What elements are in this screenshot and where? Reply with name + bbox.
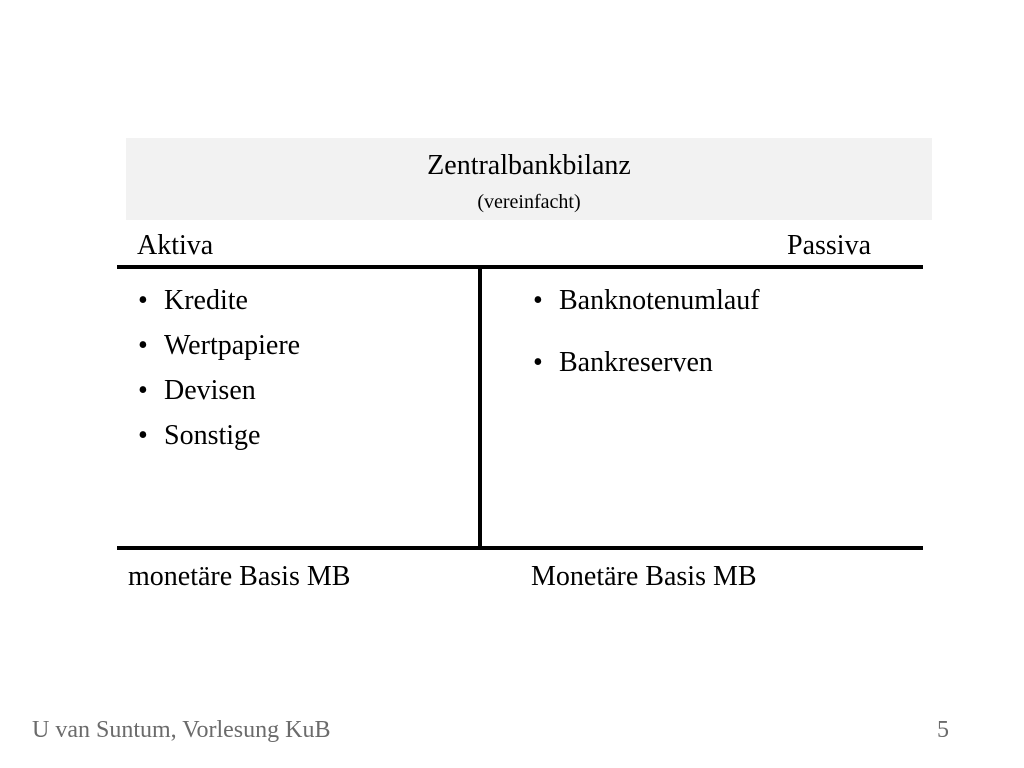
liability-item: [533, 285, 760, 347]
liabilities-total-label: Monetäre Basis MB: [531, 561, 757, 592]
liability-item-label: Bankreserven: [559, 347, 713, 378]
bullet-icon: •: [138, 420, 148, 451]
asset-item: [138, 375, 300, 420]
footer-author: U van Suntum, Vorlesung KuB: [32, 717, 331, 743]
bullet-icon: •: [533, 285, 543, 316]
page-number: 5: [937, 717, 949, 743]
liability-item: [533, 347, 760, 409]
t-account-top-rule: [117, 265, 923, 269]
t-account-center-rule: [478, 267, 482, 548]
bullet-icon: •: [138, 285, 148, 316]
balance-sheet-title: Zentralbankbilanz: [427, 150, 631, 181]
liabilities-column-label: Passiva: [787, 230, 871, 261]
liabilities-list: [533, 285, 760, 409]
asset-item: [138, 420, 300, 465]
asset-item-label: Wertpapiere: [164, 330, 301, 361]
asset-item: [138, 285, 300, 330]
assets-total-label: monetäre Basis MB: [128, 561, 351, 592]
asset-item-label: Kredite: [164, 285, 248, 316]
assets-list: [138, 285, 300, 465]
liability-item-label: Banknotenumlauf: [559, 285, 760, 316]
asset-item-label: Devisen: [164, 375, 256, 406]
asset-item-label: Sonstige: [164, 420, 261, 451]
t-account-bottom-rule: [117, 546, 923, 550]
balance-sheet-subtitle: (vereinfacht): [477, 191, 581, 213]
bullet-icon: •: [533, 347, 543, 378]
assets-column-label: Aktiva: [137, 230, 214, 261]
asset-item: [138, 330, 300, 375]
bullet-icon: •: [138, 375, 148, 406]
balance-sheet-title-box: [126, 138, 932, 220]
bullet-icon: •: [138, 330, 148, 361]
